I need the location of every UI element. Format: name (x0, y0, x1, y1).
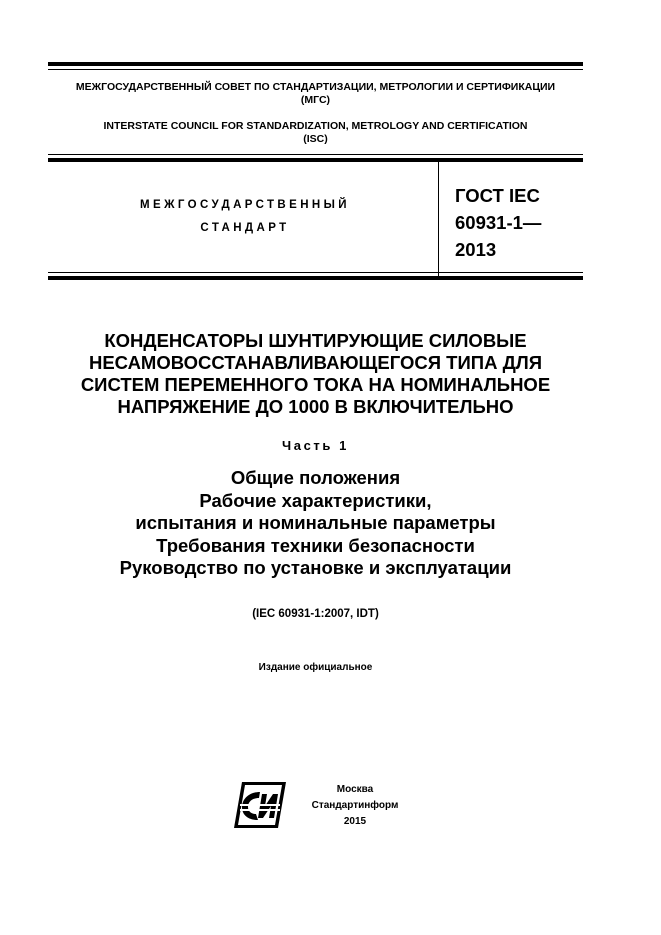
council-ru-line2: (МГС) (300, 94, 331, 106)
designation-line3: 2013 (455, 239, 497, 260)
header-rule-thin (48, 272, 583, 273)
publisher-block (290, 782, 420, 830)
council-rule-thin (48, 154, 583, 155)
council-en-line2: (ISC) (303, 133, 328, 145)
header-vertical-divider (438, 162, 439, 276)
title-line2: НЕСАМОВОССТАНАВЛИВАЮЩЕГОСЯ ТИПА ДЛЯ (88, 352, 543, 373)
council-ru-line1: МЕЖГОСУДАРСТВЕННЫЙ СОВЕТ ПО СТАНДАРТИЗАЦИИ, МЕТРОЛОГИИ И СЕРТИФИКАЦИИ (75, 81, 556, 93)
subtitle-line4: Требования техники безопасности (156, 534, 475, 556)
standard-label-line2: СТАНДАРТ (200, 222, 290, 234)
subtitle-line3: испытания и номинальные параметры (135, 512, 496, 533)
council-en-line1: INTERSTATE COUNCIL FOR STANDARDIZATION, METROLOGY AND CERTIFICATION (103, 120, 528, 132)
designation-line1: ГОСТ IEC (455, 185, 540, 206)
part-label: Часть 1 (282, 438, 349, 453)
publisher-name: Стандартинформ (311, 800, 399, 811)
document-subtitle (48, 467, 583, 580)
header-rule-thick (48, 276, 583, 280)
title-line1: КОНДЕНСАТОРЫ ШУНТИРУЮЩИЕ СИЛОВЫЕ (104, 330, 527, 351)
title-line3: СИСТЕМ ПЕРЕМЕННОГО ТОКА НА НОМИНАЛЬНОЕ (80, 374, 551, 395)
publisher-city: Москва (336, 784, 374, 795)
iec-reference: (IEC 60931-1:2007, IDT) (252, 608, 379, 620)
subtitle-line5: Руководство по установке и эксплуатации (119, 557, 512, 578)
edition-note: Издание официальное (258, 662, 373, 673)
standard-designation (455, 182, 541, 263)
standard-label-line1: МЕЖГОСУДАРСТВЕННЫЙ (140, 199, 350, 211)
document-title (48, 330, 583, 418)
top-rule-thin (48, 69, 583, 70)
title-line4: НАПРЯЖЕНИЕ ДО 1000 В ВКЛЮЧИТЕЛЬНО (117, 396, 514, 417)
publisher-year: 2015 (343, 816, 367, 827)
subtitle-line2: Рабочие характеристики, (199, 489, 432, 511)
subtitle-line1: Общие положения (230, 467, 401, 488)
standartinform-logo-icon (232, 780, 288, 830)
council-name-ru (48, 81, 583, 107)
designation-line2: 60931-1— (455, 212, 542, 233)
council-name-en (48, 120, 583, 146)
council-rule-thick (48, 158, 583, 162)
top-rule-thick (48, 62, 583, 66)
